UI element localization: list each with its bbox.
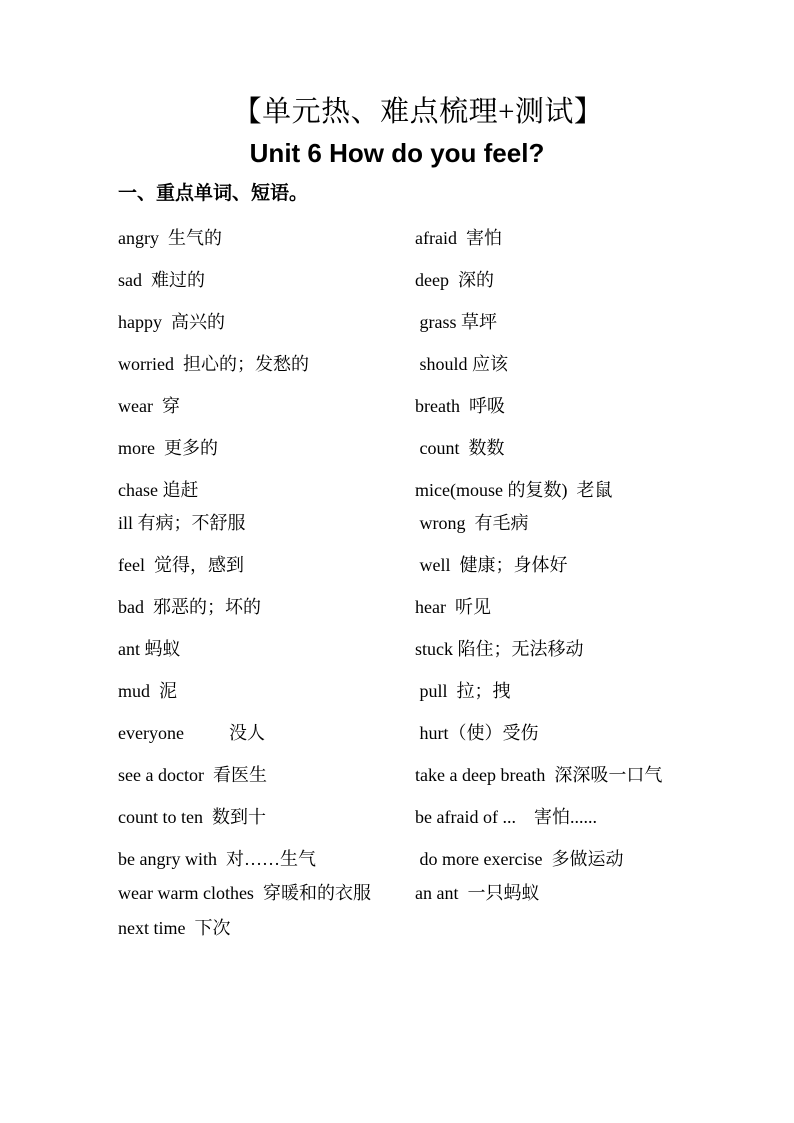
- vocab-entry-right: deep 深的: [415, 270, 494, 290]
- vocab-row: [118, 723, 734, 743]
- vocab-entry-left: wear 穿: [118, 396, 180, 416]
- vocab-entry-left: chase 追赶: [118, 480, 199, 500]
- vocab-row: [118, 849, 734, 869]
- vocab-entry-right: should 应该: [415, 354, 509, 374]
- vocab-entry-right: grass 草坪: [415, 312, 497, 332]
- vocab-entry-left: ill 有病；不舒服: [118, 513, 246, 533]
- vocab-list: [118, 228, 734, 938]
- vocab-entry-left: mud 泥: [118, 681, 178, 701]
- section-heading: 一、重点单词、短语。: [118, 183, 309, 204]
- vocab-row: [118, 354, 734, 374]
- vocab-entry-left: feel 觉得，感到: [118, 555, 244, 575]
- vocab-row: [118, 228, 734, 248]
- vocab-entry-right: do more exercise 多做运动: [415, 849, 624, 869]
- vocab-entry-left: everyone 没人: [118, 723, 265, 743]
- vocab-entry-right: pull 拉；拽: [415, 681, 511, 701]
- vocab-row: [118, 883, 734, 903]
- vocab-entry-left: count to ten 数到十: [118, 807, 266, 827]
- vocab-entry-right: be afraid of ... 害怕......: [415, 807, 597, 827]
- vocab-row: [118, 807, 734, 827]
- vocab-entry-left: more 更多的: [118, 438, 218, 458]
- vocab-entry-left: wear warm clothes 穿暖和的衣服: [118, 883, 371, 903]
- vocab-entry-right: breath 呼吸: [415, 396, 505, 416]
- vocab-entry-left: ant 蚂蚁: [118, 639, 181, 659]
- vocab-row: [118, 918, 734, 938]
- vocab-entry-left: angry 生气的: [118, 228, 222, 248]
- vocab-row: [118, 480, 734, 500]
- vocab-entry-right: afraid 害怕: [415, 228, 502, 248]
- vocab-row: [118, 681, 734, 701]
- document-title: 【单元热、难点梳理+测试】: [232, 96, 604, 128]
- vocab-entry-left: see a doctor 看医生: [118, 765, 267, 785]
- vocab-entry-right: hear 听见: [415, 597, 491, 617]
- vocab-row: [118, 270, 734, 290]
- vocab-row: [118, 639, 734, 659]
- vocab-entry-right: an ant 一只蚂蚁: [415, 883, 540, 903]
- vocab-entry-left: be angry with 对……生气: [118, 849, 316, 869]
- vocab-row: [118, 513, 734, 533]
- vocab-row: [118, 396, 734, 416]
- vocab-entry-right: wrong 有毛病: [415, 513, 529, 533]
- vocab-entry-left: worried 担心的；发愁的: [118, 354, 309, 374]
- vocab-entry-right: stuck 陷住；无法移动: [415, 639, 584, 659]
- vocab-row: [118, 312, 734, 332]
- vocab-entry-right: [415, 918, 734, 938]
- vocab-entry-right: count 数数: [415, 438, 505, 458]
- unit-subtitle: Unit 6 How do you feel?: [249, 138, 545, 168]
- vocab-entry-right: well 健康；身体好: [415, 555, 568, 575]
- vocab-entry-left: bad 邪恶的；坏的: [118, 597, 261, 617]
- vocab-entry-left: next time 下次: [118, 918, 231, 938]
- vocab-entry-right: take a deep breath 深深吸一口气: [415, 765, 663, 785]
- vocab-entry-right: mice(mouse 的复数) 老鼠: [415, 480, 613, 500]
- vocab-row: [118, 765, 734, 785]
- vocab-row: [118, 555, 734, 575]
- vocab-entry-left: sad 难过的: [118, 270, 205, 290]
- vocab-entry-right: hurt（使）受伤: [415, 723, 539, 743]
- vocab-row: [118, 597, 734, 617]
- vocab-entry-left: happy 高兴的: [118, 312, 225, 332]
- vocab-row: [118, 438, 734, 458]
